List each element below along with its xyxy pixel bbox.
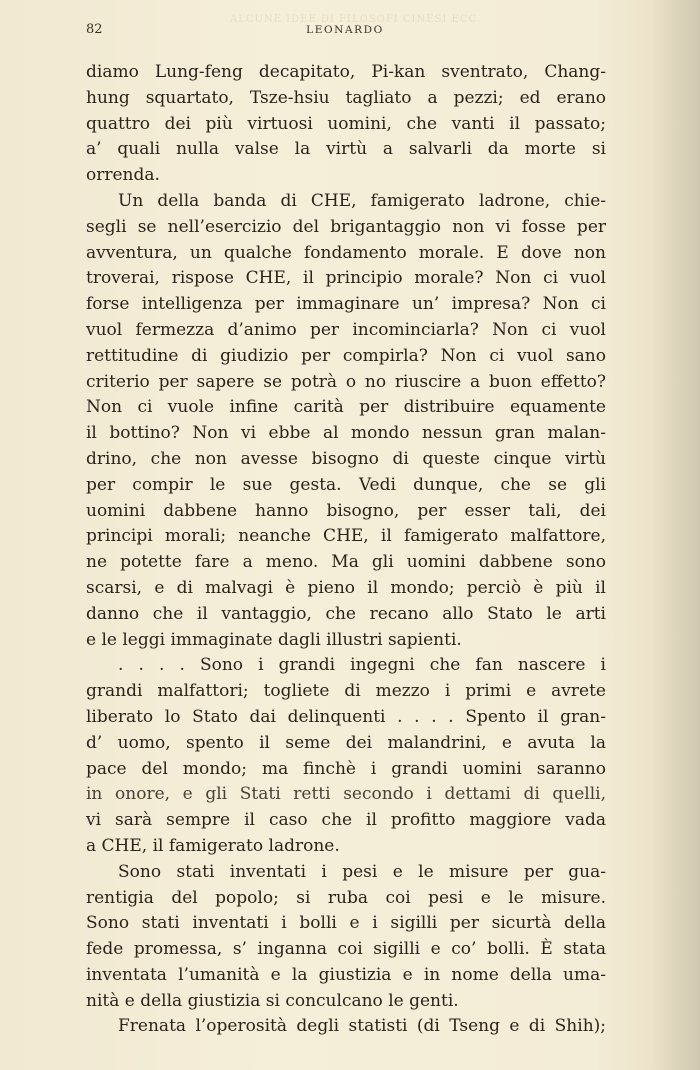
text-line: Frenata l’operosità degli statisti (di Tseng e di Shih); <box>118 1016 606 1037</box>
bleed-through-text: ALCUNE IDEE DI FILOSOFI CINESI ECC. <box>230 14 481 25</box>
text-line: in onore, e gli Stati retti secondo i dettami di quelli, <box>86 784 606 805</box>
text-line: a’ quali nulla valse la virtù a salvarli da morte si <box>86 139 606 160</box>
text-line: e le leggi immaginate dagli illustri sapienti. <box>86 629 462 650</box>
text-line: criterio per sapere se potrà o no riuscire a buon effetto? <box>86 371 606 392</box>
text-line: uomini dabbene hanno bisogno, per esser tali, dei <box>86 500 606 521</box>
text-line: rentigia del popolo; si ruba coi pesi e le misure. <box>86 887 606 908</box>
text-line: danno che il vantaggio, che recano allo Stato le arti <box>86 603 606 624</box>
text-line: scarsi, e di malvagi è pieno il mondo; perciò è più il <box>86 577 606 598</box>
text-line: diamo Lung-feng decapitato, Pi-kan sventrato, Chang- <box>86 62 606 82</box>
text-line: quattro dei più virtuosi uomini, che vanti il passato; <box>86 113 606 134</box>
text-line: il bottino? Non vi ebbe al mondo nessun gran malan- <box>86 423 606 444</box>
text-line: Sono stati inventati i bolli e i sigilli per sicurtà della <box>86 913 606 934</box>
text-line: segli se nell’esercizio del brigantaggio non vi fosse per <box>86 216 606 237</box>
page-header <box>86 22 604 42</box>
text-line: hung squartato, Tsze-hsiu tagliato a pezzi; ed erano <box>86 87 606 108</box>
text-line: orrenda. <box>86 165 160 186</box>
text-line: avventura, un qualche fondamento morale. E dove non <box>86 242 606 263</box>
text-line: drino, che non avesse bisogno di queste cinque virtù <box>86 448 606 469</box>
text-line: vi sarà sempre il caso che il profitto maggiore vada <box>86 810 606 831</box>
text-line: forse intelligenza per immaginare un’ impresa? Non ci <box>86 294 606 315</box>
text-line: rettitudine di giudizio per compirla? Non ci vuol sano <box>86 345 606 366</box>
body-text <box>86 60 606 1040</box>
text-line: nità e della giustizia si conculcano le genti. <box>86 990 459 1011</box>
running-head: LEONARDO <box>306 24 384 36</box>
text-line: d’ uomo, spento il seme dei malandrini, e avuta la <box>86 732 606 753</box>
text-line: ne potette fare a meno. Ma gli uomini dabbene sono <box>86 552 606 573</box>
text-line: grandi malfattori; togliete di mezzo i primi e avrete <box>86 681 606 702</box>
text-line: vuol fermezza d’animo per incominciarla? Non ci vuol <box>86 319 606 340</box>
text-line: fede promessa, s’ inganna coi sigilli e co’ bolli. È stata <box>86 939 606 960</box>
text-line: per compir le sue gesta. Vedi dunque, che se gli <box>86 474 606 495</box>
text-line: Non ci vuole infine carità per distribuire equamente <box>86 397 606 418</box>
text-line: troverai, rispose CHE, il principio morale? Non ci vuol <box>86 268 606 289</box>
text-line: Sono stati inventati i pesi e le misure per gua- <box>118 861 606 882</box>
text-line: principi morali; neanche CHE, il famigerato malfattore, <box>86 526 606 547</box>
page-number: 82 <box>86 22 103 37</box>
text-line: a CHE, il famigerato ladrone. <box>86 835 340 856</box>
text-line: . . . . Sono i grandi ingegni che fan nascere i <box>118 655 606 676</box>
text-line: Un della banda di CHE, famigerato ladrone, chie- <box>118 190 606 211</box>
text-line: pace del mondo; ma finchè i grandi uomini saranno <box>86 758 606 779</box>
text-line: liberato lo Stato dai delinquenti . . . . Spento il gran- <box>86 706 606 727</box>
text-line: inventata l’umanità e la giustizia e in nome della uma- <box>86 964 606 985</box>
